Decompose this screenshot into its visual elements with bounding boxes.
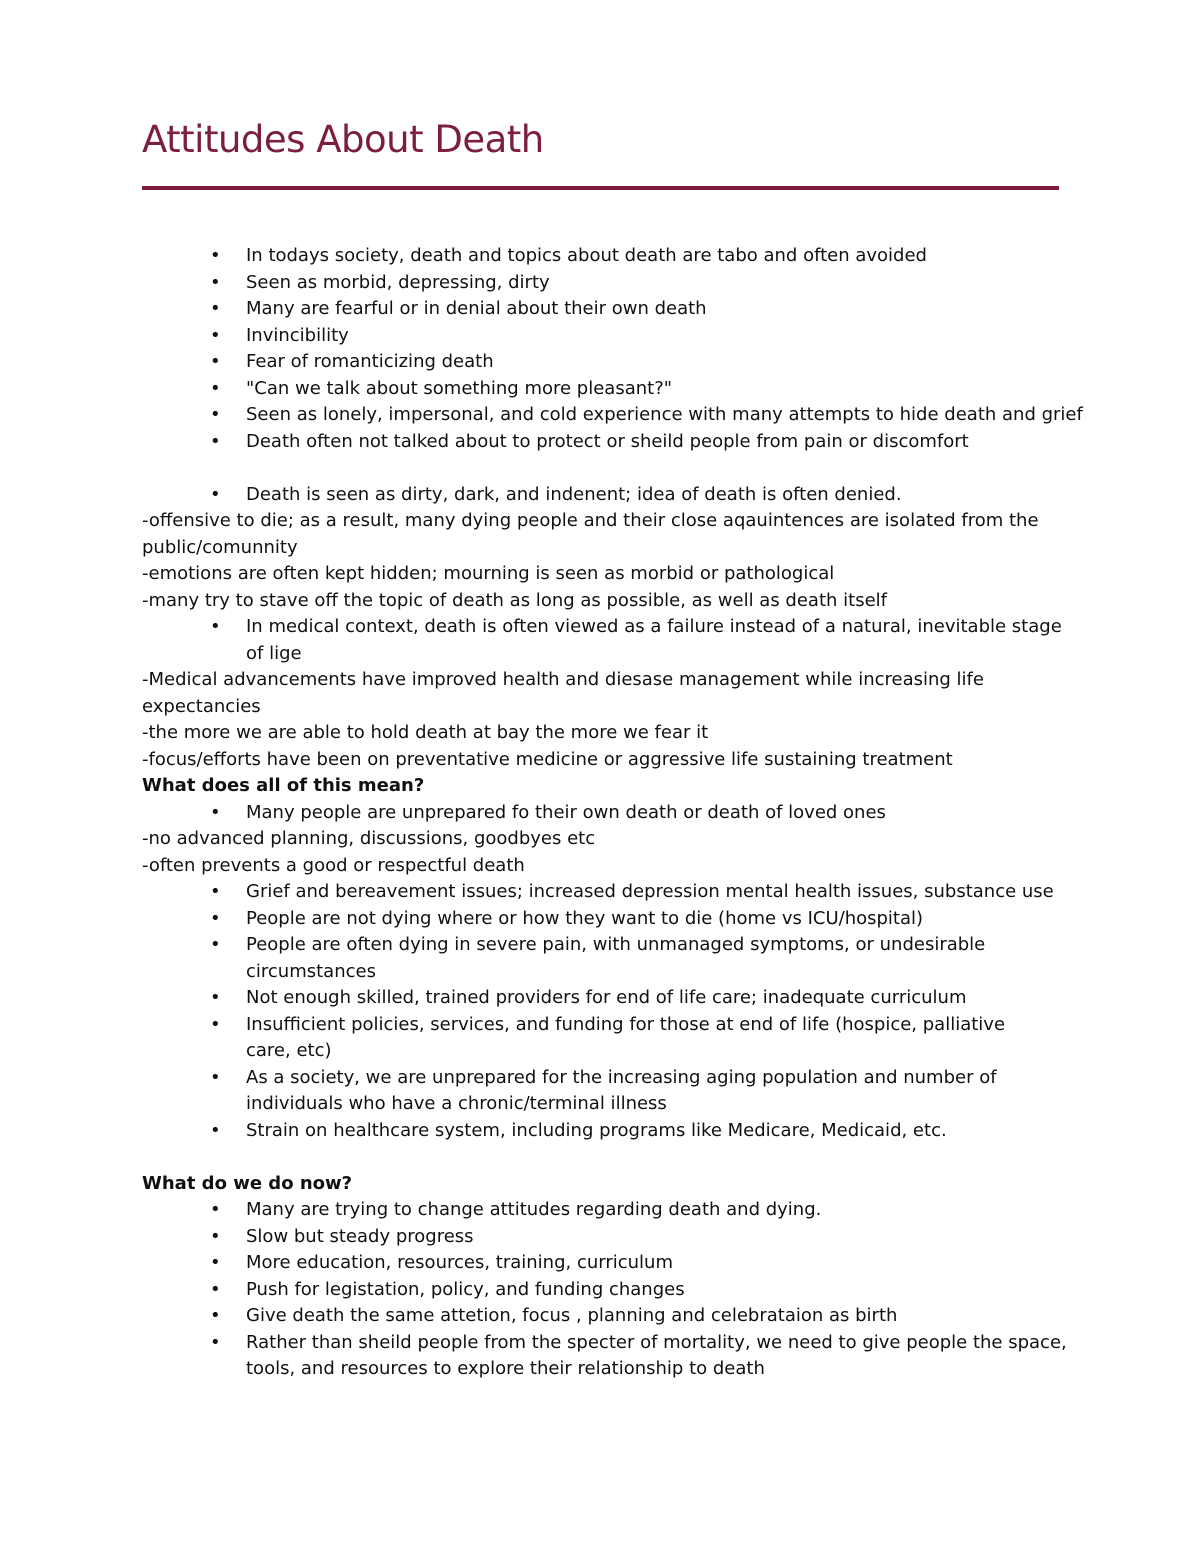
bullet-item: • Seen as lonely, impersonal, and cold experience with many attempts to hide death and grief — [142, 402, 1062, 429]
blank-line — [142, 455, 1062, 482]
bullet-item: • Invincibility — [142, 323, 1062, 350]
document-body — [142, 243, 1083, 1383]
bullet-item: • Many are trying to change attitudes regarding death and dying. — [142, 1197, 1062, 1224]
bullet-item: • Many people are unprepared fo their own death or death of loved ones — [142, 800, 1062, 827]
page-title: Attitudes About Death — [142, 118, 544, 161]
section-heading: What do we do now? — [142, 1172, 353, 1194]
bullet-item: • In todays society, death and topics about death are tabo and often avoided — [142, 243, 1062, 270]
bullet-item: • "Can we talk about something more pleasant?" — [142, 376, 1062, 403]
bullet-continuation: care, etc) — [246, 1040, 332, 1061]
bullet-item: • Fear of romanticizing death — [142, 349, 1062, 376]
text-line: -no advanced planning, discussions, goodbyes etc — [142, 828, 596, 849]
bullet-item: • Not enough skilled, trained providers for end of life care; inadequate curriculum — [142, 985, 1062, 1012]
text-line: -offensive to die; as a result, many dying people and their close aqauintences are isolated from the — [142, 510, 1039, 531]
text-line: -Medical advancements have improved health and diesase management while increasing life — [142, 669, 984, 690]
bullet-item: • As a society, we are unprepared for the increasing aging population and number of — [142, 1065, 1062, 1092]
bullet-item: • Give death the same attetion, focus , planning and celebrataion as birth — [142, 1303, 1062, 1330]
bullet-item: • Insufficient policies, services, and funding for those at end of life (hospice, palliative — [142, 1012, 1062, 1039]
bullet-item: • Many are fearful or in denial about their own death — [142, 296, 1062, 323]
text-line: -emotions are often kept hidden; mourning is seen as morbid or pathological — [142, 563, 835, 584]
bullet-item: • More education, resources, training, curriculum — [142, 1250, 1062, 1277]
bullet-item: • Death often not talked about to protect or sheild people from pain or discomfort — [142, 429, 1062, 456]
text-line: -many try to stave off the topic of death as long as possible, as well as death itself — [142, 589, 887, 611]
bullet-continuation: circumstances — [246, 960, 376, 982]
bullet-item: • Strain on healthcare system, including programs like Medicare, Medicaid, etc. — [142, 1118, 1062, 1145]
bullet-item: • Rather than sheild people from the specter of mortality, we need to give people the space, — [142, 1330, 1062, 1357]
bullet-continuation: of lige — [246, 642, 302, 664]
bullet-item: • In medical context, death is often viewed as a failure instead of a natural, inevitable stage — [142, 614, 1062, 641]
bullet-item: • Push for legistation, policy, and funding changes — [142, 1277, 1062, 1304]
bullet-continuation: tools, and resources to explore their relationship to death — [246, 1358, 765, 1379]
title-divider — [142, 186, 1059, 190]
text-line: -often prevents a good or respectful death — [142, 854, 525, 876]
bullet-item: • Death is seen as dirty, dark, and indenent; idea of death is often denied. — [142, 482, 1062, 509]
bullet-item: • Seen as morbid, depressing, dirty — [142, 270, 1062, 297]
blank-line — [142, 1144, 1062, 1171]
text-line: public/comunnity — [142, 536, 298, 558]
bullet-continuation: individuals who have a chronic/terminal illness — [246, 1093, 667, 1114]
bullet-item: • Grief and bereavement issues; increased depression mental health issues, substance use — [142, 879, 1062, 906]
bullet-item: • People are not dying where or how they want to die (home vs ICU/hospital) — [142, 906, 1062, 933]
text-line: -the more we are able to hold death at bay the more we fear it — [142, 722, 709, 743]
text-line: expectancies — [142, 695, 261, 717]
bullet-item: • Slow but steady progress — [142, 1224, 1062, 1251]
text-line: -focus/efforts have been on preventative medicine or aggressive life sustaining treatment — [142, 748, 953, 770]
section-heading: What does all of this mean? — [142, 775, 425, 796]
bullet-item: • People are often dying in severe pain, with unmanaged symptoms, or undesirable — [142, 932, 1062, 959]
